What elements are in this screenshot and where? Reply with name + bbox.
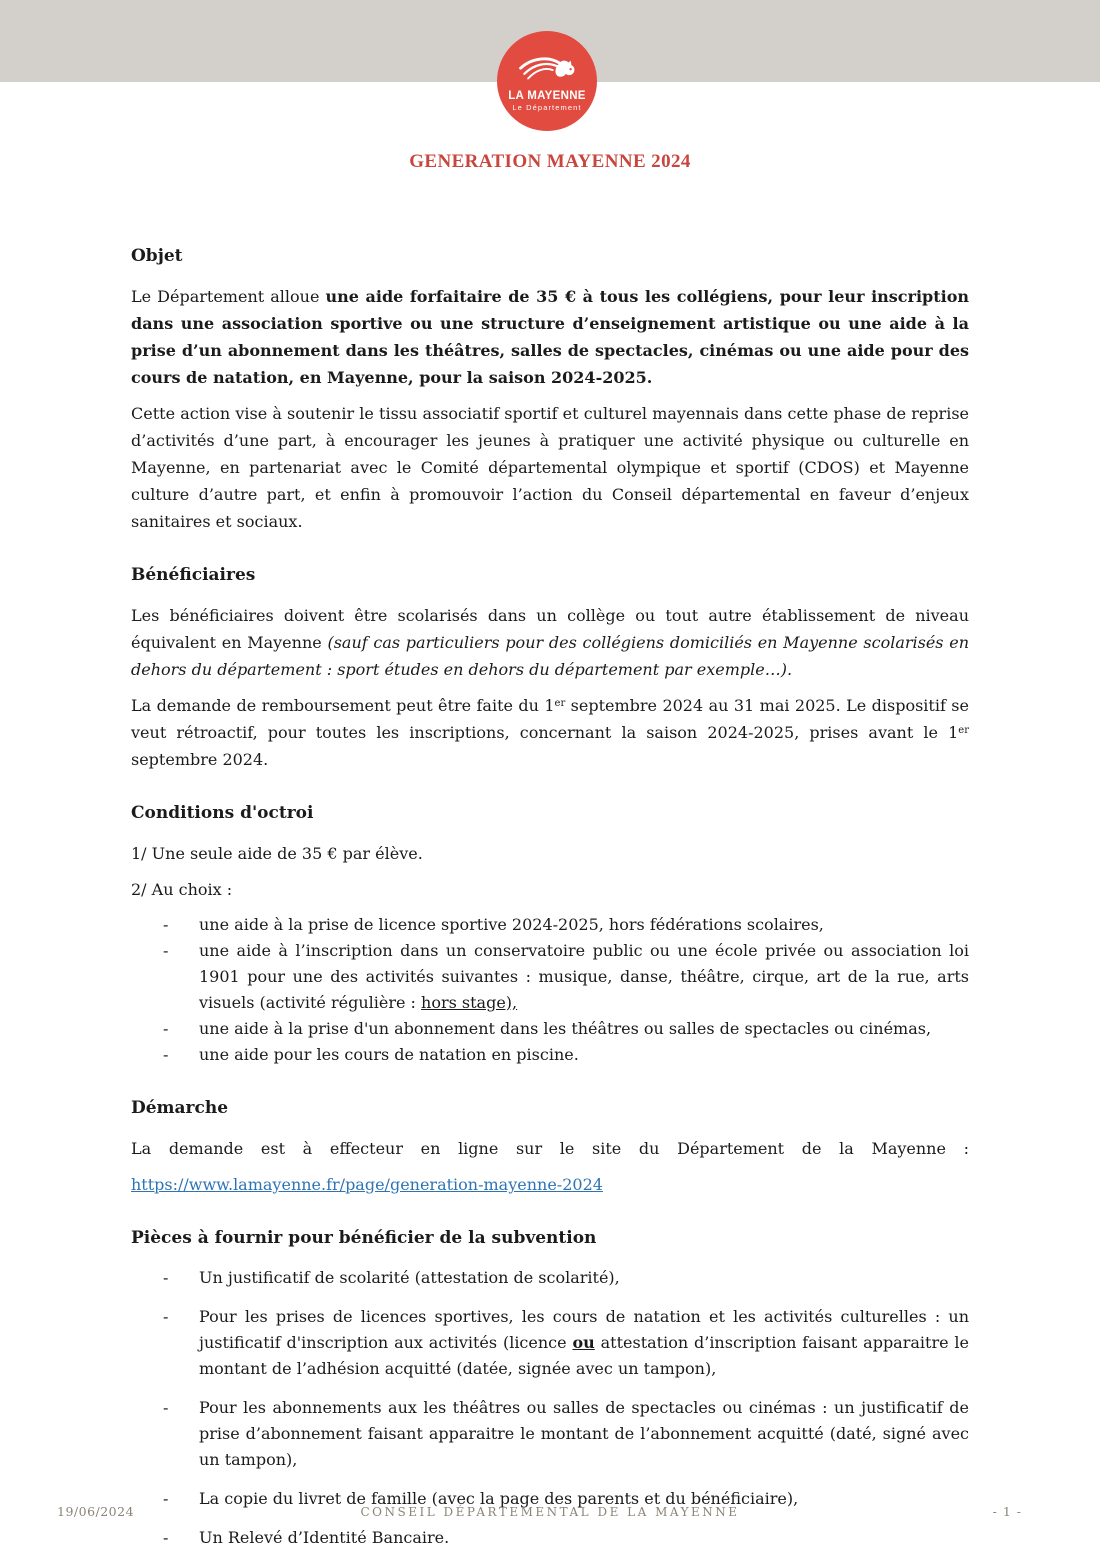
beneficiaires-p1-normal: Les bénéficiaires doivent être scolarisés dans un collège ou tout autre établissement de niveau équivalent en Mayenne [131, 606, 969, 652]
list-item [131, 1016, 969, 1042]
logo-subtitle: Le Département [512, 103, 582, 112]
document-title: GENERATION MAYENNE 2024 [409, 151, 691, 172]
conditions-bullet-2-text: une aide à l’inscription dans un conservatoire public ou une école privée ou association loi 1901 pour une des activités suivantes : musique, danse, théâtre, cirque, art de la rue, arts visuels (activité régulière : [199, 941, 969, 1012]
section-heading-demarche: Démarche [131, 1098, 229, 1118]
demarche-paragraph: La demande est à effecteur en ligne sur le site du Département de la Mayenne : [131, 1139, 969, 1158]
beneficiaires-p1-italic: (sauf cas particuliers pour des collégiens domiciliés en Mayenne scolarisés en dehors du département : sport études en dehors du département par exemple…). [131, 633, 970, 679]
objet-paragraph-2: Cette action vise à soutenir le tissu associatif sportif et culturel mayennais dans cette phase de reprise d’activités d’une part, à encourager les jeunes à pratiquer une activité physique ou culturelle en Mayenne, en partenariat avec le Comité départemental olympique et sportif (CDOS) et Mayenne culture d’autre part, et enfin à promouvoir l’action du Conseil départemental en faveur d’enjeux sanitaires et sociaux. [131, 404, 969, 531]
conditions-list [131, 912, 969, 1068]
beneficiaires-paragraph-2 [131, 692, 969, 773]
list-item [131, 1304, 969, 1382]
dash-bullet: - [163, 1398, 169, 1417]
footer-center: CONSEIL DÉPARTEMENTAL DE LA MAYENNE [360, 1505, 740, 1519]
pieces-bullet-4: La copie du livret de famille (avec la page des parents et du bénéficiaire), [199, 1489, 799, 1508]
beneficiaires-paragraph-1 [131, 602, 969, 683]
dash-bullet: - [163, 1528, 169, 1547]
demarche-link-line [131, 1171, 969, 1198]
objet-paragraph-1 [131, 283, 969, 391]
dash-bullet: - [163, 1019, 169, 1038]
footer-page-number: - 1 - [992, 1504, 1022, 1519]
logo-name: LA MAYENNE [508, 90, 586, 102]
conditions-bullet-2-underline: hors stage), [421, 993, 518, 1012]
objet-p1-bold: une aide forfaitaire de 35 € à tous les collégiens, pour leur inscription dans une association sportive ou une structure d’enseignement artistique ou une aide à la prise d’un abonnement dans les théâtres, salles de spectacles, cinémas ou une aide pour des cours de natation, en Mayenne, pour la saison 2024-2025. [131, 287, 969, 387]
dash-bullet: - [163, 1307, 169, 1326]
dash-bullet: - [163, 1489, 169, 1508]
conditions-bullet-1: une aide à la prise de licence sportive 2024-2025, hors fédérations scolaires, [199, 915, 824, 934]
list-item [131, 1265, 969, 1291]
superscript-er: er [958, 725, 969, 736]
list-item [131, 1525, 969, 1551]
beneficiaires-p2-b: septembre 2024 au 31 mai 2025. Le dispositif se veut rétroactif, pour toutes les inscriptions, concernant la saison 2024-2025, prises avant le 1 [131, 696, 969, 742]
dash-bullet: - [163, 915, 169, 934]
list-item [131, 912, 969, 938]
list-item [131, 938, 969, 1016]
dash-bullet: - [163, 941, 169, 960]
pegasus-icon [516, 54, 578, 88]
document-body [131, 243, 969, 1556]
section-heading-beneficiaires: Bénéficiaires [131, 565, 256, 585]
conditions-line-1: 1/ Une seule aide de 35 € par élève. [131, 844, 423, 863]
pieces-bullet-2-post: attestation d’inscription faisant apparaitre le montant de l’adhésion acquitté (datée, signée avec un tampon), [199, 1333, 970, 1378]
conditions-line-2: 2/ Au choix : [131, 880, 233, 899]
footer-date: 19/06/2024 [57, 1504, 135, 1519]
website-link[interactable]: https://www.lamayenne.fr/page/generation-mayenne-2024 [131, 1175, 603, 1194]
beneficiaires-p2-a: La demande de remboursement peut être faite du 1 [131, 696, 555, 715]
department-logo [497, 31, 597, 131]
footer [0, 1502, 1100, 1526]
dash-bullet: - [163, 1045, 169, 1064]
dash-bullet: - [163, 1268, 169, 1287]
objet-p1-normal: Le Département alloue [131, 287, 326, 306]
pieces-bullet-5: Un Relevé d’Identité Bancaire. [199, 1528, 450, 1547]
list-item [131, 1395, 969, 1473]
superscript-er: er [554, 698, 566, 709]
section-heading-objet: Objet [131, 246, 183, 266]
section-heading-conditions: Conditions d'octroi [131, 803, 314, 823]
list-item [131, 1042, 969, 1068]
conditions-bullet-4: une aide pour les cours de natation en piscine. [199, 1045, 579, 1064]
beneficiaires-p2-c: septembre 2024. [131, 750, 269, 769]
section-heading-pieces: Pièces à fournir pour bénéficier de la subvention [131, 1228, 597, 1248]
pieces-bullet-2-text: Pour les prises de licences sportives, les cours de natation et les activités culturelles : un justificatif d'inscription aux activités (licence [199, 1307, 969, 1352]
pieces-bullet-3: Pour les abonnements aux les théâtres ou salles de spectacles ou cinémas : un justificatif de prise d’abonnement faisant apparaitre le montant de l’abonnement acquitté (daté, signé avec un tampon), [199, 1398, 969, 1469]
pieces-bullet-1: Un justificatif de scolarité (attestation de scolarité), [199, 1268, 620, 1287]
pieces-bullet-2-ou: ou [572, 1333, 595, 1352]
conditions-bullet-3: une aide à la prise d'un abonnement dans les théâtres ou salles de spectacles ou cinémas, [199, 1019, 932, 1038]
